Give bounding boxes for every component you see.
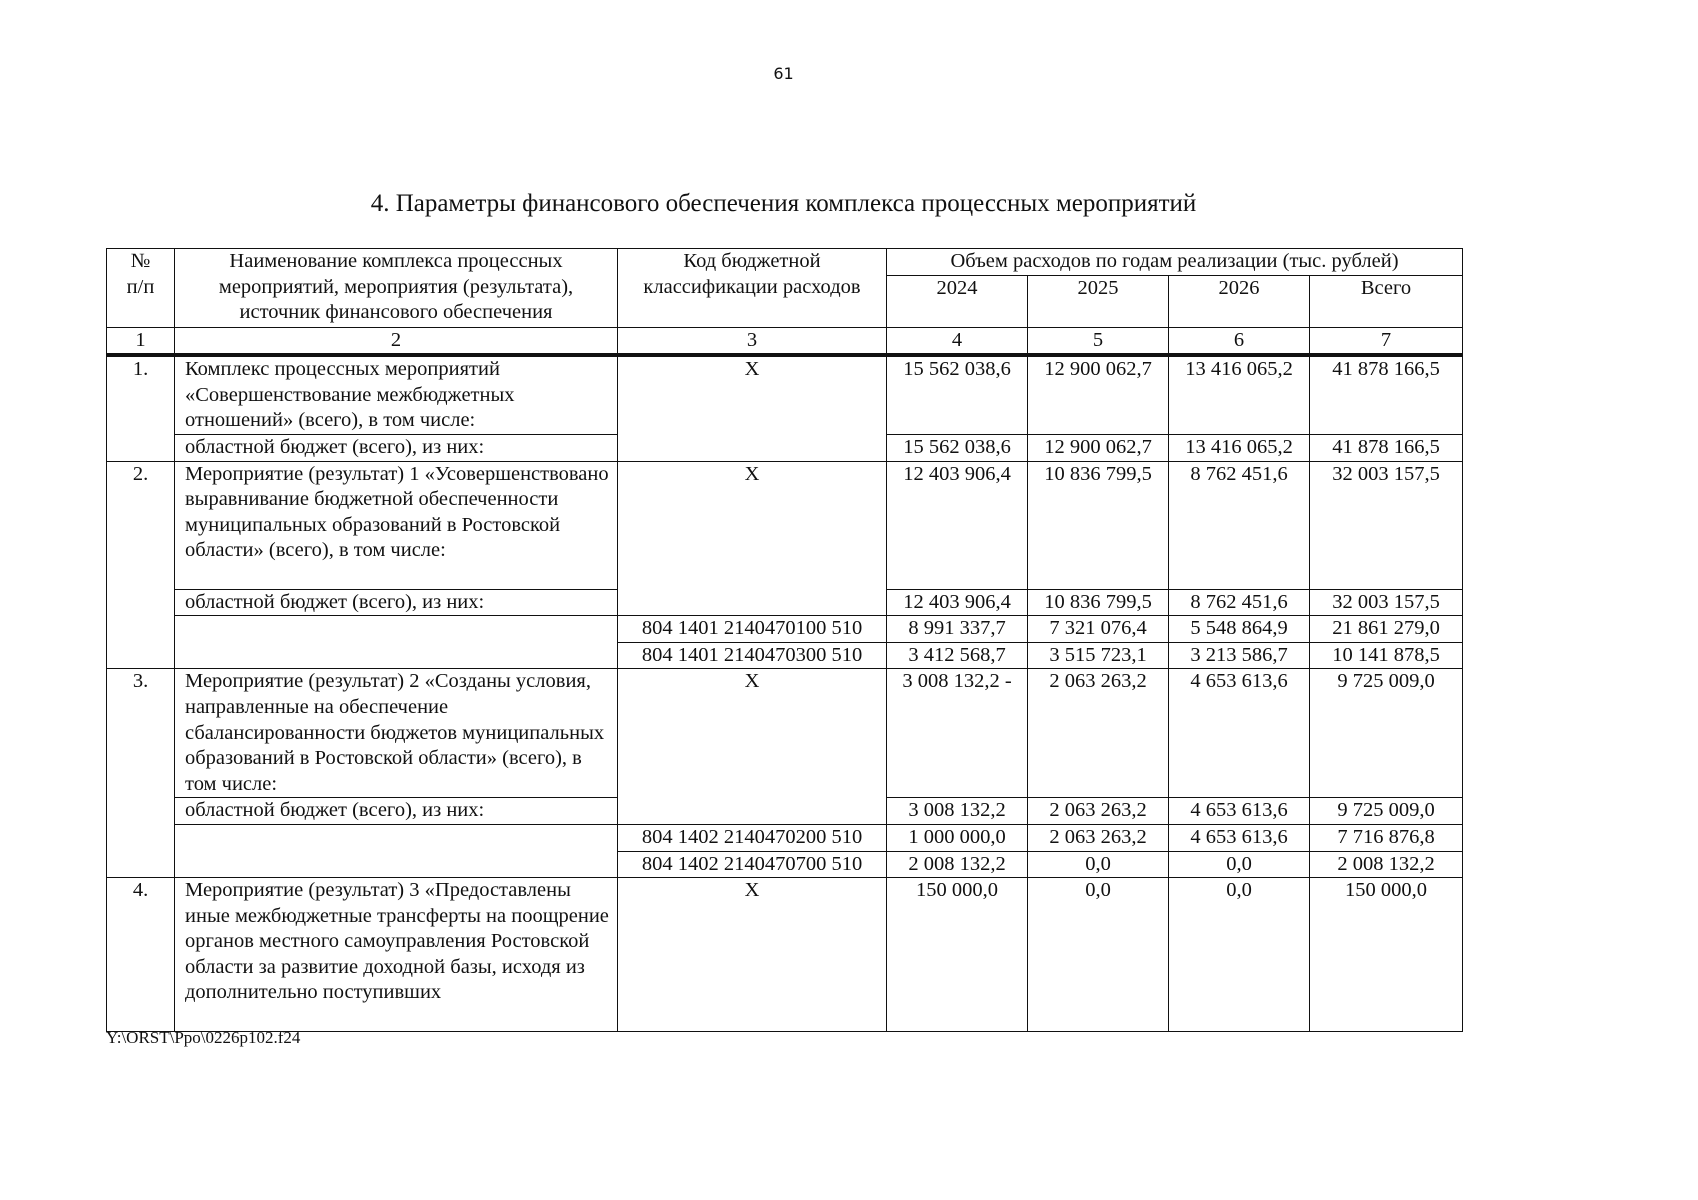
- value-2025: 3 515 723,1: [1028, 642, 1169, 669]
- kbk-code: 804 1402 2140470200 510: [618, 824, 887, 851]
- value-2026: 5 548 864,9: [1169, 616, 1310, 643]
- value-2025: 12 900 062,7: [1028, 355, 1169, 434]
- kbk-code: 804 1401 2140470300 510: [618, 642, 887, 669]
- row-name: Комплекс процессных мероприятий «Совершенствование межбюджетных отношений» (всего), в том числе:: [175, 355, 618, 434]
- col-number: 6: [1169, 327, 1310, 355]
- col-number: 2: [175, 327, 618, 355]
- value-2024: 15 562 038,6: [887, 434, 1028, 461]
- value-total: 10 141 878,5: [1310, 642, 1463, 669]
- col-number: 4: [887, 327, 1028, 355]
- value-2024: 2 008 132,2: [887, 851, 1028, 878]
- value-total: 32 003 157,5: [1310, 589, 1463, 616]
- header-year-2026: 2026: [1169, 275, 1310, 327]
- table-row: [107, 824, 1463, 851]
- value-2026: 3 213 586,7: [1169, 642, 1310, 669]
- row-number: 1.: [107, 355, 175, 461]
- value-2025: 12 900 062,7: [1028, 434, 1169, 461]
- header-name: Наименование комплекса процессных мероприятий, мероприятия (результата), источник финансового обеспечения: [175, 249, 618, 328]
- value-2026: 13 416 065,2: [1169, 434, 1310, 461]
- value-total: 2 008 132,2: [1310, 851, 1463, 878]
- value-total: 21 861 279,0: [1310, 616, 1463, 643]
- value-2026: 0,0: [1169, 878, 1310, 1032]
- empty-cell: [175, 824, 618, 877]
- col-number: 1: [107, 327, 175, 355]
- file-path: Y:\ORST\Ppo\0226p102.f24: [106, 1028, 301, 1047]
- kbk-code: 804 1402 2140470700 510: [618, 851, 887, 878]
- value-total: 150 000,0: [1310, 878, 1463, 1032]
- value-total: 9 725 009,0: [1310, 669, 1463, 798]
- column-number-row: [107, 327, 1463, 355]
- value-2025: 2 063 263,2: [1028, 798, 1169, 825]
- value-2024: 3 412 568,7: [887, 642, 1028, 669]
- row-code: X: [618, 878, 887, 1032]
- value-total: 41 878 166,5: [1310, 434, 1463, 461]
- row-source: областной бюджет (всего), из них:: [175, 589, 618, 616]
- value-2024: 150 000,0: [887, 878, 1028, 1032]
- row-name: Мероприятие (результат) 3 «Предоставлены иные межбюджетные трансферты на поощрение органов местного самоуправления Ростовской области за развитие доходной базы, исходя из дополнительно поступивших: [175, 878, 618, 1032]
- value-total: 9 725 009,0: [1310, 798, 1463, 825]
- row-number: 4.: [107, 878, 175, 1032]
- header-year-2025: 2025: [1028, 275, 1169, 327]
- value-2024: 12 403 906,4: [887, 461, 1028, 589]
- value-2026: 8 762 451,6: [1169, 589, 1310, 616]
- col-number: 3: [618, 327, 887, 355]
- value-total: 32 003 157,5: [1310, 461, 1463, 589]
- value-2024: 1 000 000,0: [887, 824, 1028, 851]
- row-source: областной бюджет (всего), из них:: [175, 798, 618, 825]
- document-title: 4. Параметры финансового обеспечения комплекса процессных мероприятий: [370, 190, 1197, 217]
- kbk-code: 804 1401 2140470100 510: [618, 616, 887, 643]
- row-number: 3.: [107, 669, 175, 878]
- empty-cell: [175, 616, 618, 669]
- value-2024: 12 403 906,4: [887, 589, 1028, 616]
- table-row: [107, 878, 1463, 1032]
- value-2025: 0,0: [1028, 851, 1169, 878]
- header-year-2024: 2024: [887, 275, 1028, 327]
- value-2025: 7 321 076,4: [1028, 616, 1169, 643]
- header-volume: Объем расходов по годам реализации (тыс. рублей): [887, 249, 1463, 276]
- col-number: 5: [1028, 327, 1169, 355]
- value-2026: 4 653 613,6: [1169, 824, 1310, 851]
- value-total: 41 878 166,5: [1310, 355, 1463, 434]
- value-2024: 3 008 132,2 -: [887, 669, 1028, 798]
- row-number: 2.: [107, 461, 175, 669]
- value-2025: 10 836 799,5: [1028, 589, 1169, 616]
- row-code: X: [618, 669, 887, 825]
- table-row: [107, 669, 1463, 798]
- row-code: X: [618, 355, 887, 461]
- value-2026: 0,0: [1169, 851, 1310, 878]
- value-2024: 15 562 038,6: [887, 355, 1028, 434]
- table-row: [107, 461, 1463, 589]
- value-2024: 3 008 132,2: [887, 798, 1028, 825]
- row-source: областной бюджет (всего), из них:: [175, 434, 618, 461]
- value-2026: 4 653 613,6: [1169, 669, 1310, 798]
- table-row: [107, 616, 1463, 643]
- financing-table: [106, 248, 1463, 1032]
- row-name: Мероприятие (результат) 1 «Усовершенствовано выравнивание бюджетной обеспеченности муниципальных образований в Ростовской области» (всего), в том числе:: [175, 461, 618, 589]
- value-2024: 8 991 337,7: [887, 616, 1028, 643]
- row-code: X: [618, 461, 887, 616]
- page-number: 61: [773, 64, 794, 83]
- value-2026: 13 416 065,2: [1169, 355, 1310, 434]
- row-name: Мероприятие (результат) 2 «Созданы условия, направленные на обеспечение сбалансированности бюджетов муниципальных образований в Ростовской области» (всего), в том числе:: [175, 669, 618, 798]
- header-total: Всего: [1310, 275, 1463, 327]
- value-2025: 2 063 263,2: [1028, 669, 1169, 798]
- value-2026: 4 653 613,6: [1169, 798, 1310, 825]
- header-num: № п/п: [107, 249, 175, 328]
- value-total: 7 716 876,8: [1310, 824, 1463, 851]
- value-2025: 0,0: [1028, 878, 1169, 1032]
- value-2026: 8 762 451,6: [1169, 461, 1310, 589]
- header-code: Код бюджетной классификации расходов: [618, 249, 887, 328]
- header-row: [107, 249, 1463, 276]
- col-number: 7: [1310, 327, 1463, 355]
- value-2025: 2 063 263,2: [1028, 824, 1169, 851]
- table-row: [107, 355, 1463, 434]
- value-2025: 10 836 799,5: [1028, 461, 1169, 589]
